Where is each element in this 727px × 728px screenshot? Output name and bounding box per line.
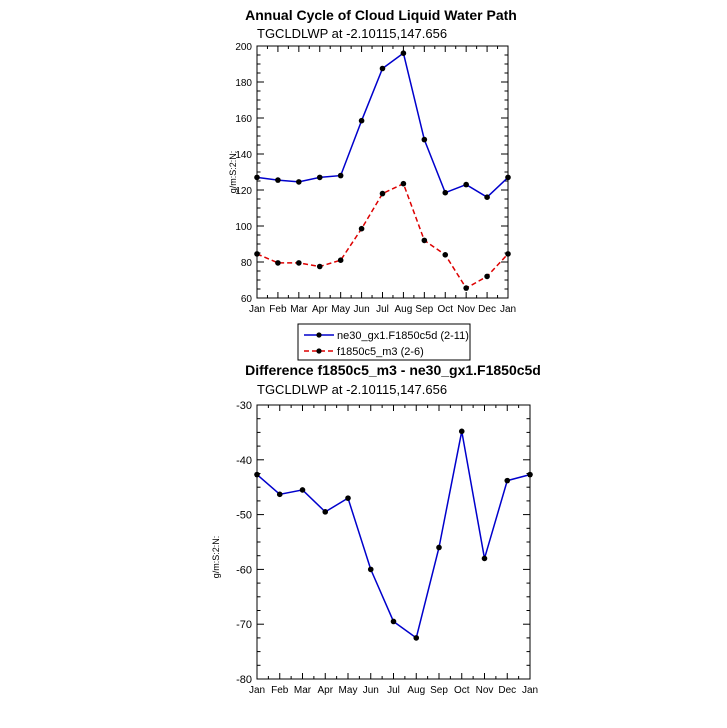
chart2-series-1-point [459,429,465,435]
chart2-series-1-point [277,492,283,498]
chart1-series-2-point [505,251,511,257]
chart1-xtick-label: Oct [437,304,454,315]
chart2-series-1-point [504,478,510,484]
chart1-series-1-point [422,137,428,143]
chart1-ytick-label: 140 [235,150,252,161]
chart1-series-1-point [380,66,386,72]
chart1-ytick-label: 200 [235,42,252,53]
chart1-series-1-point [463,182,469,188]
chart1-series-2-line [257,184,508,288]
chart2-ylabel: g/m:S:2:N: [211,535,221,579]
chart1-frame [257,46,508,298]
chart1-subtitle: TGCLDLWP at -2.10115,147.656 [257,26,448,41]
chart1-series-1-point [317,175,323,181]
chart2-plot [236,400,538,696]
chart1-series-2-point [463,285,469,291]
chart1-ytick-label: 80 [240,258,252,269]
chart1-xtick-label: Dec [478,304,496,315]
chart1-xtick-label: Mar [290,304,308,315]
chart2-xtick-label: Jul [387,685,400,696]
chart1-series-1-line [257,53,508,197]
chart1-series-2-point [484,274,490,280]
chart2-series-1-point [322,509,328,515]
chart2-ytick-label: -80 [236,674,252,686]
chart1-xtick-label: Sep [415,304,434,315]
chart1-xtick-label: May [331,304,351,315]
chart1-xtick-label: Jan [248,304,266,315]
chart2-series-1-point [413,635,419,641]
chart2-title: Difference f1850c5_m3 - ne30_gx1.F1850c5d [245,362,541,378]
chart2-xtick-label: Jan [521,685,539,696]
chart1-ytick-label: 180 [235,78,252,89]
chart1-ytick-label: 120 [235,186,252,197]
chart2-series-1-point [391,619,397,625]
chart1-plot [235,42,516,315]
chart1-series-1-point [359,118,365,124]
chart1-xtick-label: Apr [311,304,328,315]
chart1-xtick-label: Nov [457,304,476,315]
chart1-series-2-point [442,252,448,258]
legend-label-series2: f1850c5_m3 (2-6) [337,346,424,358]
chart1-series-1-point [338,173,344,179]
chart1-series-2-point [401,181,407,187]
chart1-series-1-point [505,175,511,181]
chart2-ytick-label: -30 [236,400,252,412]
chart2-series-1-point [368,567,374,573]
chart2-xtick-label: Sep [430,685,448,696]
chart2-xtick-label: Oct [453,685,470,696]
chart1-ylabel: g/m:S:2:N: [228,150,238,194]
chart1-series-1-point [275,177,281,183]
chart2-xtick-label: Nov [475,685,494,696]
chart1-legend [298,324,470,360]
chart1-xtick-label: Aug [394,304,413,315]
chart1-ytick-label: 160 [235,114,252,125]
chart1-xtick-label: Jun [353,304,370,315]
chart2-series-1-point [482,556,488,562]
chart2-series-1-point [527,472,533,478]
legend-marker-series2 [316,348,321,353]
chart2-series-1-point [254,472,260,478]
chart2-xtick-label: May [338,685,358,696]
chart2-xtick-label: Apr [317,685,334,696]
chart2-xtick-label: Mar [293,685,312,696]
chart2-xtick-label: Dec [498,685,517,696]
chart1-title: Annual Cycle of Cloud Liquid Water Path [245,7,517,23]
chart1-xtick-label: Feb [269,304,287,315]
legend-label-series1: ne30_gx1.F1850c5d (2-11) [337,330,469,342]
chart1-series-1-point [442,190,448,196]
chart1-series-1-point [254,175,260,181]
chart1-series-1-point [484,194,490,200]
chart1-series-2-point [338,257,344,263]
legend-marker-series1 [316,332,321,337]
chart2-ytick-label: -40 [236,454,252,467]
chart1-xtick-label: Jul [376,304,389,315]
chart2-series-1-point [436,545,442,551]
chart1-series-2-point [380,191,386,197]
chart1-series-1-point [296,179,302,185]
chart1-ytick-label: 60 [240,294,252,305]
chart2-ytick-label: -60 [236,564,252,577]
chart2-ytick-label: -50 [236,509,252,522]
chart2-subtitle: TGCLDLWP at -2.10115,147.656 [257,382,448,397]
chart2-ytick-label: -70 [236,619,252,632]
chart2-series-1-point [300,487,306,493]
chart1-series-1-point [401,50,407,56]
chart1-series-2-point [317,264,323,270]
chart2-xtick-label: Jan [248,685,266,696]
chart2-xtick-label: Feb [271,685,289,696]
chart2-series-1-point [345,495,351,501]
chart1-series-2-point [359,226,365,232]
chart1-series-2-point [275,260,281,266]
chart1-series-2-point [422,238,428,244]
chart2-xtick-label: Aug [407,685,426,696]
chart1-xtick-label: Jan [499,304,517,315]
chart1-series-2-point [254,251,260,257]
chart2-series-1-line [257,431,530,638]
chart2-xtick-label: Jun [362,685,379,696]
chart1-ytick-label: 100 [235,222,252,233]
chart1-series-2-point [296,260,302,266]
